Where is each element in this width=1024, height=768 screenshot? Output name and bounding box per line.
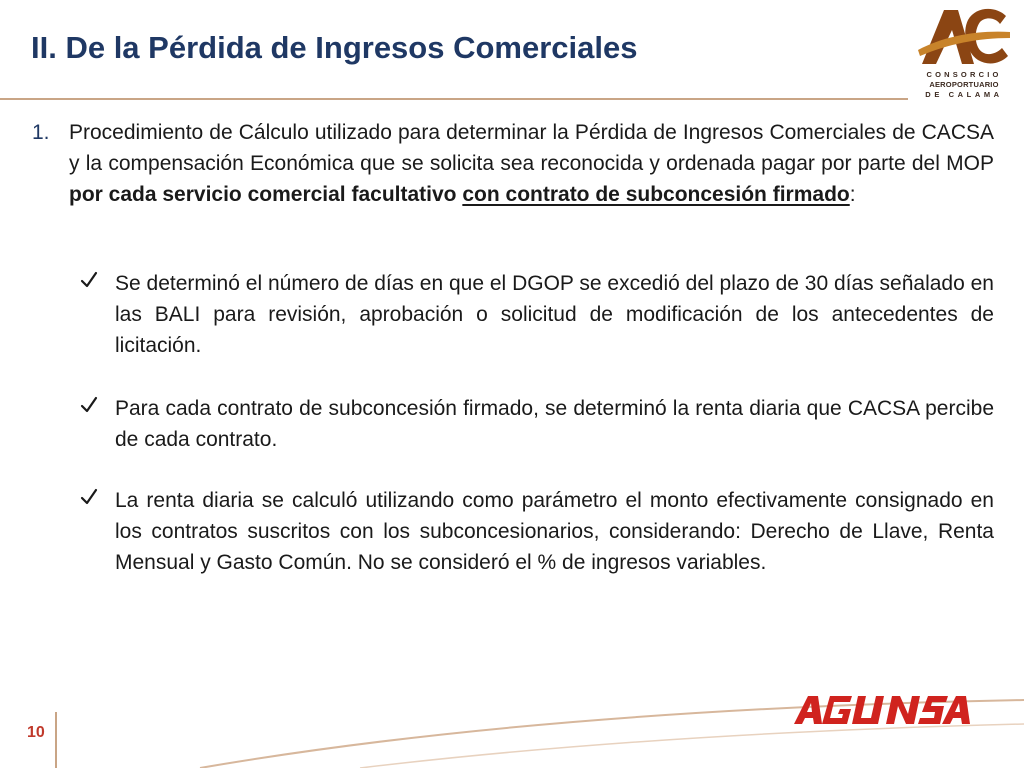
slide-title: II. De la Pérdida de Ingresos Comerciales	[31, 30, 638, 65]
bullet-item	[80, 268, 994, 361]
bullet-text: Se determinó el número de días en que el DGOP se excedió del plazo de 30 días señalado en las BALI para revisión, aprobación o solicitud de modificación de los antecedentes de licitación.	[115, 272, 994, 357]
item-number: 1.	[32, 121, 50, 144]
checkmark-icon	[80, 395, 98, 415]
consorcio-logo-text	[916, 70, 1012, 100]
logo-line-1: CONSORCIO	[926, 70, 1002, 79]
bullet-item	[80, 485, 994, 578]
bullet-item	[80, 393, 994, 455]
item-text-end: :	[849, 183, 856, 206]
checkmark-icon	[80, 487, 98, 507]
logo-line-2: AEROPORTUARIO	[929, 80, 999, 89]
item-text-bold: por cada servicio comercial facultativo	[69, 183, 463, 206]
page-number: 10	[27, 724, 45, 741]
checkmark-icon	[80, 270, 98, 290]
footer-divider	[55, 712, 57, 768]
item-text	[69, 117, 994, 210]
item-text-plain: Procedimiento de Cálculo utilizado para determinar la Pérdida de Ingresos Comerciales de CACSA y la compensación Económica que se solicita sea reconocida y ordenada pagar por parte del MOP	[69, 121, 994, 175]
bullet-text: Para cada contrato de subconcesión firmado, se determinó la renta diaria que CACSA percibe de cada contrato.	[115, 397, 994, 451]
logo-line-3: DE CALAMA	[925, 90, 1003, 99]
bullet-text: La renta diaria se calculó utilizando como parámetro el monto efectivamente consignado en los contratos suscritos con los subconcesionarios, considerando: Derecho de Llave, Renta Mensual y Gasto Común. No se consideró el % de ingresos variables.	[115, 489, 994, 574]
agunsa-logo-icon	[790, 690, 986, 730]
item-text-bold-underline: con contrato de subconcesión firmado	[462, 183, 850, 206]
header-divider	[0, 98, 908, 100]
numbered-item	[32, 117, 994, 210]
